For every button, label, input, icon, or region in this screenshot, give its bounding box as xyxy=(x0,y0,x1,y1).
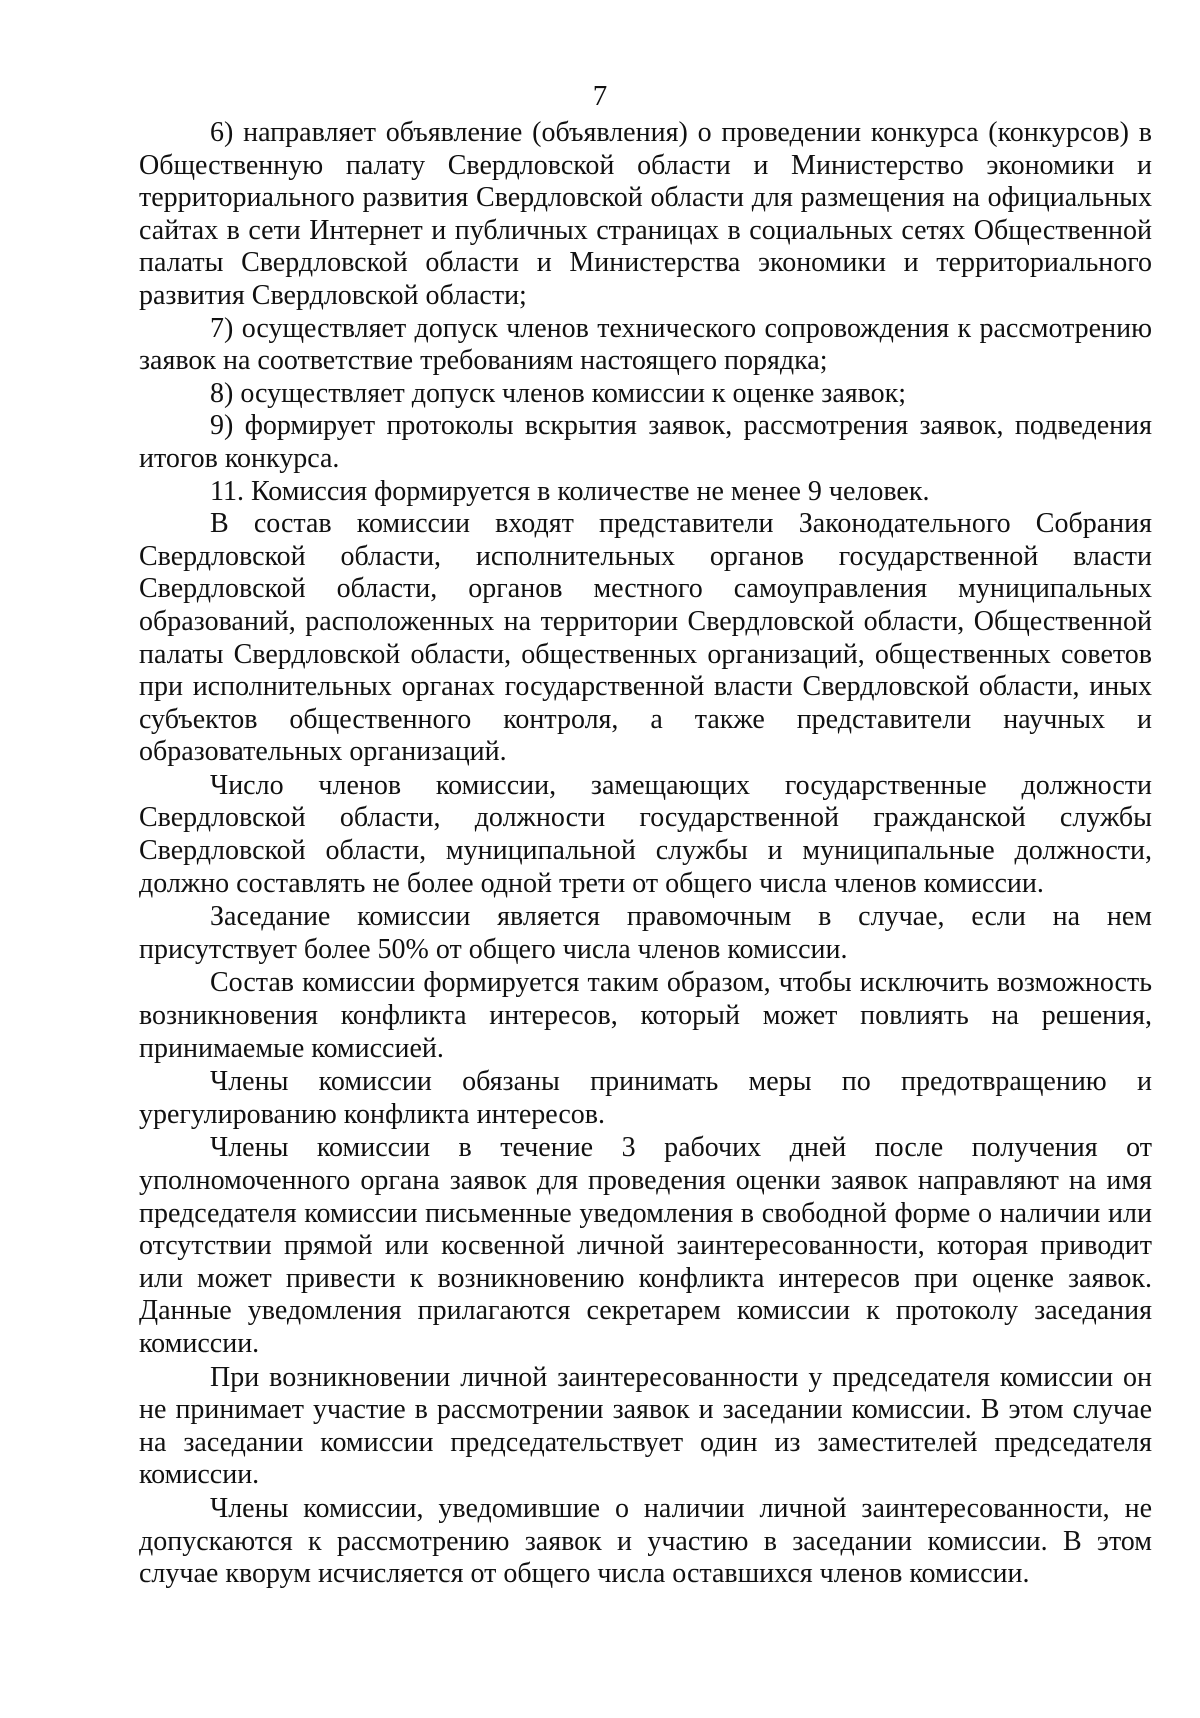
paragraph-chairman-interest: При возникновении личной заинтересованности у председателя комиссии он не принимает участие в рассмотрении заявок и заседании комиссии. В этом случае на заседании комиссии председательствует один из заместителей председателя комиссии. xyxy=(139,1361,1152,1491)
paragraph-commission-composition: В состав комиссии входят представители Законодательного Собрания Свердловской области, исполнительных органов государственной власти Свердловской области, органов местного самоуправления муниципальных образований, расположенных на территории Свердловской области, Общественной палаты Свердловской области, общественных организаций, общественных советов при исполнительных органах государственной власти Свердловской области, иных субъектов общественного контроля, а также представители научных и образовательных организаций. xyxy=(139,508,1152,768)
paragraph-members-interest: Члены комиссии, уведомившие о наличии личной заинтересованности, не допускаются к рассмотрению заявок и участию в заседании комиссии. В этом случае кворум исчисляется от общего числа оставшихся членов комиссии. xyxy=(139,1492,1152,1590)
paragraph-item-9: 9) формирует протоколы вскрытия заявок, рассмотрения заявок, подведения итогов конкурса. xyxy=(139,410,1152,474)
page-number: 7 xyxy=(592,80,608,112)
paragraph-item-7: 7) осуществляет допуск членов технического сопровождения к рассмотрению заявок на соответствие требованиям настоящего порядка; xyxy=(139,312,1152,377)
paragraph-conflict-prevention: Состав комиссии формируется таким образом, чтобы исключить возможность возникновения конфликта интересов, который может повлиять на решения, принимаемые комиссией. xyxy=(139,967,1152,1064)
paragraph-point-11: 11. Комиссия формируется в количестве не менее 9 человек. xyxy=(210,475,930,507)
paragraph-notifications: Члены комиссии в течение 3 рабочих дней после получения от уполномоченного органа заявок для проведения оценки заявок направляют на имя председателя комиссии письменные уведомления в свободной форме о наличии или отсутствии прямой или косвенной личной заинтересованности, которая приводит или может привести к возникновению конфликта интересов при оценке заявок. Данные уведомления прилагаются секретарем комиссии к протоколу заседания комиссии. xyxy=(139,1132,1152,1359)
document-body xyxy=(139,117,1152,1591)
paragraph-item-8: 8) осуществляет допуск членов комиссии к оценке заявок; xyxy=(210,377,907,409)
paragraph-quorum: Заседание комиссии является правомочным в случае, если на нем присутствует более 50% от общего числа членов комиссии. xyxy=(139,901,1152,965)
paragraph-officials-limit: Число членов комиссии, замещающих государственные должности Свердловской области, должности государственной гражданской службы Свердловской области, муниципальной службы и муниципальные должности, должно составлять не более одной трети от общего числа членов комиссии. xyxy=(139,769,1152,899)
paragraph-members-duty: Члены комиссии обязаны принимать меры по предотвращению и урегулированию конфликта интересов. xyxy=(139,1066,1152,1130)
paragraph-item-6: 6) направляет объявление (объявления) о проведении конкурса (конкурсов) в Общественную палату Свердловской области и Министерство экономики и территориального развития Свердловской области для размещения на официальных сайтах в сети Интернет и публичных страницах в социальных сетях Общественной палаты Свердловской области и Министерства экономики и территориального развития Свердловской области; xyxy=(139,117,1152,311)
